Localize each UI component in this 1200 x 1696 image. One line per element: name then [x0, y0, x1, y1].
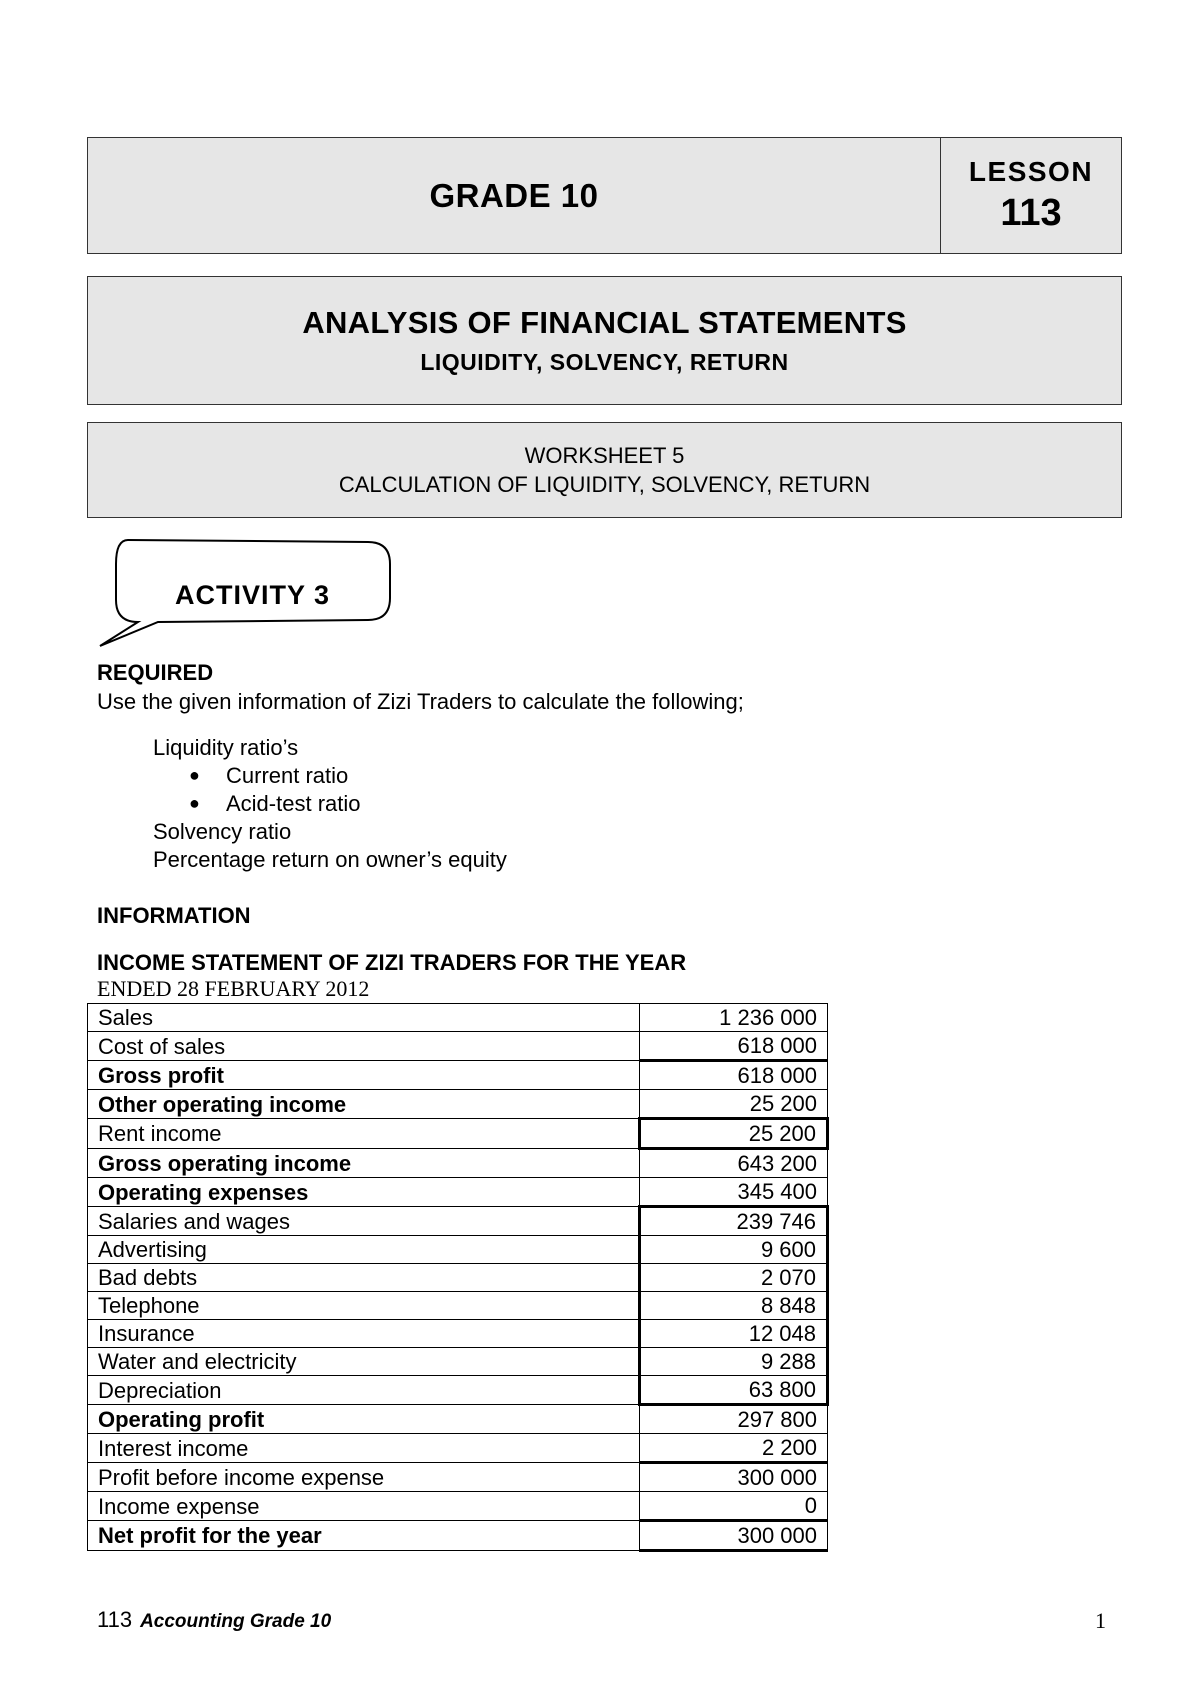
income-statement-table [87, 1003, 829, 1552]
table-row [88, 1090, 828, 1119]
row-label: Rent income [88, 1119, 640, 1149]
information-heading: INFORMATION [97, 903, 251, 928]
topic-box [87, 276, 1122, 405]
topic-title: ANALYSIS OF FINANCIAL STATEMENTS [302, 305, 907, 340]
row-label: Insurance [88, 1320, 640, 1348]
bullet-current-ratio: Current ratio [226, 763, 349, 788]
row-amount: 9 288 [640, 1348, 828, 1376]
solvency-ratio-label: Solvency ratio [153, 819, 292, 844]
footer-course [97, 1607, 331, 1633]
lesson-label: LESSON [968, 156, 1094, 187]
row-amount: 2 070 [640, 1264, 828, 1292]
row-label: Operating expenses [88, 1178, 640, 1207]
row-amount: 618 000 [640, 1032, 828, 1061]
table-row [88, 1264, 828, 1292]
topic-subtitle: LIQUIDITY, SOLVENCY, RETURN [420, 349, 789, 375]
liquidity-ratio-label: Liquidity ratio’s [153, 735, 299, 760]
row-label: Operating profit [88, 1405, 640, 1434]
row-label: Bad debts [88, 1264, 640, 1292]
footer-subject: Accounting Grade 10 [140, 1611, 332, 1632]
row-label: Interest income [88, 1434, 640, 1463]
row-label: Gross profit [88, 1061, 640, 1090]
table-row [88, 1178, 828, 1207]
footer-number: 113 [97, 1607, 133, 1632]
row-label: Water and electricity [88, 1348, 640, 1376]
table-row [88, 1149, 828, 1178]
row-amount: 9 600 [640, 1236, 828, 1264]
row-amount: 0 [640, 1492, 828, 1521]
row-label: Telephone [88, 1292, 640, 1320]
row-amount: 300 000 [640, 1463, 828, 1492]
table-row [88, 1521, 828, 1551]
table-row [88, 1463, 828, 1492]
row-amount: 2 200 [640, 1434, 828, 1463]
row-amount: 8 848 [640, 1292, 828, 1320]
return-on-equity-label: Percentage return on owner’s equity [153, 847, 507, 872]
table-row [88, 1492, 828, 1521]
required-intro: Use the given information of Zizi Traders to calculate the following; [97, 689, 744, 714]
row-amount: 1 236 000 [640, 1004, 828, 1032]
row-amount: 12 048 [640, 1320, 828, 1348]
bullet-acid-test-ratio: Acid-test ratio [226, 791, 361, 816]
row-amount: 25 200 [640, 1090, 828, 1119]
table-row [88, 1320, 828, 1348]
worksheet-number: WORKSHEET 5 [524, 443, 685, 468]
row-label: Cost of sales [88, 1032, 640, 1061]
required-heading: REQUIRED [97, 660, 214, 685]
bullet-icon: ● [189, 765, 200, 785]
activity-label: ACTIVITY 3 [174, 580, 331, 610]
row-amount: 618 000 [640, 1061, 828, 1090]
row-label: Salaries and wages [88, 1207, 640, 1236]
page-number: 1 [1095, 1608, 1106, 1633]
table-row [88, 1236, 828, 1264]
lesson-header [87, 137, 1122, 254]
row-amount: 643 200 [640, 1149, 828, 1178]
lesson-number: 113 [1000, 192, 1062, 234]
table-row [88, 1004, 828, 1032]
row-label: Net profit for the year [88, 1521, 640, 1551]
table-row [88, 1032, 828, 1061]
row-amount: 300 000 [640, 1521, 828, 1551]
row-label: Income expense [88, 1492, 640, 1521]
row-label: Other operating income [88, 1090, 640, 1119]
bullet-icon: ● [189, 793, 200, 813]
lesson-block [941, 138, 1121, 253]
table-row [88, 1348, 828, 1376]
row-amount: 345 400 [640, 1178, 828, 1207]
row-amount: 25 200 [640, 1119, 828, 1149]
table-row [88, 1207, 828, 1236]
worksheet-title: CALCULATION OF LIQUIDITY, SOLVENCY, RETURN [338, 472, 871, 497]
table-row [88, 1119, 828, 1149]
row-label: Depreciation [88, 1376, 640, 1405]
grade-title: GRADE 10 [88, 138, 941, 253]
row-amount: 63 800 [640, 1376, 828, 1405]
statement-title: INCOME STATEMENT OF ZIZI TRADERS FOR THE YEAR [97, 950, 687, 975]
table-row [88, 1405, 828, 1434]
table-row [88, 1061, 828, 1090]
row-label: Sales [88, 1004, 640, 1032]
row-label: Advertising [88, 1236, 640, 1264]
table-row [88, 1376, 828, 1405]
table-row [88, 1434, 828, 1463]
worksheet-box [87, 422, 1122, 518]
statement-subtitle: ENDED 28 FEBRUARY 2012 [97, 976, 370, 1001]
row-amount: 239 746 [640, 1207, 828, 1236]
row-label: Gross operating income [88, 1149, 640, 1178]
row-label: Profit before income expense [88, 1463, 640, 1492]
table-row [88, 1292, 828, 1320]
row-amount: 297 800 [640, 1405, 828, 1434]
